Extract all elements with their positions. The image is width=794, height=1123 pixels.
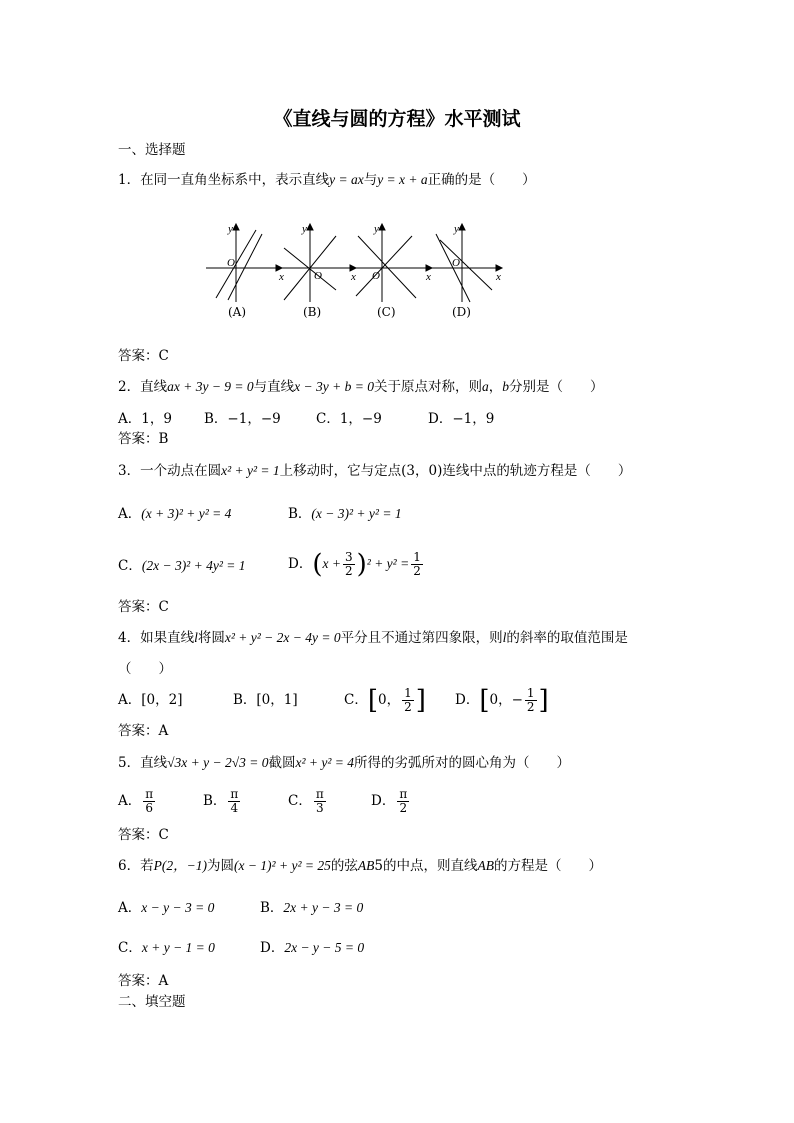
answer-5: 答案：C bbox=[118, 827, 169, 843]
option-b bbox=[203, 783, 242, 819]
question-text: 一个动点在圆 bbox=[140, 463, 222, 479]
fraction-denominator: 4 bbox=[230, 801, 239, 815]
point: (3，0) bbox=[401, 463, 443, 479]
fraction-denominator: 2 bbox=[344, 564, 353, 578]
question-text: 关于原点对称，则 bbox=[374, 379, 482, 395]
option-expression: ² + y² = bbox=[366, 556, 410, 571]
option-expression: x − y − 3 = 0 bbox=[141, 900, 215, 915]
graph-line bbox=[356, 236, 412, 296]
question-text: 分别是（ ） bbox=[509, 379, 604, 395]
option-a bbox=[118, 783, 157, 819]
y-axis-label: y bbox=[228, 223, 233, 235]
point: P(2，−1) bbox=[153, 858, 207, 873]
y-axis-arrow bbox=[233, 224, 239, 230]
question-3 bbox=[118, 462, 631, 480]
option-c bbox=[288, 783, 328, 819]
origin-label: O bbox=[314, 270, 322, 282]
variable: b bbox=[502, 379, 509, 394]
option-label: D． bbox=[455, 692, 480, 708]
option-b: B．−1，−9 bbox=[204, 411, 281, 427]
option-a: A．[0，2] bbox=[118, 692, 183, 708]
option-expression: 2x + y − 3 = 0 bbox=[283, 900, 364, 915]
option-c: C．1，−9 bbox=[316, 411, 382, 427]
fraction-denominator: 2 bbox=[413, 564, 421, 578]
equation: x − 3y + b = 0 bbox=[294, 379, 374, 394]
answer-4: 答案：A bbox=[118, 723, 169, 739]
option-label: D． bbox=[371, 793, 396, 809]
y-axis-label: y bbox=[374, 223, 379, 235]
fraction-denominator: 3 bbox=[315, 801, 324, 815]
question-text: 5的中点，则直线 bbox=[374, 858, 478, 874]
option-c bbox=[118, 939, 215, 957]
option-expression: 0， bbox=[378, 692, 401, 708]
figure-caption-b: (B) bbox=[303, 305, 322, 319]
section-heading-fill: 二、填空题 bbox=[118, 994, 186, 1010]
option-expression: (x + 3)² + y² = 4 bbox=[141, 506, 232, 521]
equation: √3x + y − 2√3 = 0 bbox=[167, 755, 269, 770]
x-axis-label: x bbox=[351, 271, 356, 283]
question-text: 直线 bbox=[140, 755, 168, 771]
variable: l bbox=[194, 630, 198, 645]
question-text: 的斜率的取值范围是 bbox=[506, 630, 628, 646]
equation: ax + 3y − 9 = 0 bbox=[167, 379, 254, 394]
variable: a bbox=[482, 379, 489, 394]
question-number: 2． bbox=[118, 379, 141, 395]
y-axis-arrow bbox=[307, 224, 313, 230]
option-c: C．[0， $\frac{1}{2}$ ] bbox=[344, 685, 426, 716]
option-d: D．−1，9 bbox=[428, 411, 495, 427]
option-b bbox=[260, 899, 363, 917]
fraction-numerator: π bbox=[399, 787, 408, 801]
option-label: D． bbox=[260, 940, 285, 956]
fraction-denominator: 2 bbox=[399, 801, 408, 815]
option-a bbox=[118, 505, 231, 523]
fraction-numerator: 1 bbox=[404, 686, 412, 700]
x-axis-label: x bbox=[279, 271, 284, 283]
figure-caption-c: (C) bbox=[377, 305, 396, 319]
option-d bbox=[260, 939, 364, 957]
question-number: 6． bbox=[118, 858, 141, 874]
separator: ， bbox=[488, 379, 503, 395]
equation: x² + y² = 1 bbox=[221, 463, 280, 478]
page-title: 《直线与圆的方程》水平测试 bbox=[273, 108, 521, 130]
fraction-denominator: 2 bbox=[526, 700, 535, 714]
fraction-numerator: 1 bbox=[413, 550, 421, 564]
question-text: 截圆 bbox=[268, 755, 296, 771]
fraction-denominator: 2 bbox=[404, 700, 412, 714]
segment: AB bbox=[357, 858, 375, 873]
section-heading-choice: 一、选择题 bbox=[118, 142, 186, 158]
question-text: 平分且不通过第四象限，则 bbox=[340, 630, 503, 646]
option-expression: (2x − 3)² + 4y² = 1 bbox=[141, 558, 246, 573]
question-2 bbox=[118, 378, 604, 396]
option-c bbox=[118, 557, 246, 575]
option-label: A． bbox=[118, 506, 142, 522]
question-text: 在同一直角坐标系中，表示直线 bbox=[140, 172, 330, 188]
option-label: A． bbox=[118, 900, 142, 916]
question-number: 4． bbox=[118, 630, 141, 646]
fraction-numerator: π bbox=[315, 787, 324, 801]
question-number: 1． bbox=[118, 172, 141, 188]
x-axis-label: x bbox=[426, 271, 431, 283]
question-number: 3． bbox=[118, 463, 141, 479]
fraction-numerator: π bbox=[145, 787, 154, 801]
option-label: B． bbox=[260, 900, 284, 916]
question-6 bbox=[118, 857, 602, 875]
question-text: 所得的劣弧所对的圆心角为（ ） bbox=[354, 755, 571, 771]
option-b: B．[0，1] bbox=[233, 692, 298, 708]
y-axis-arrow bbox=[459, 224, 465, 230]
option-a bbox=[118, 899, 214, 917]
question-text: 与 bbox=[363, 172, 378, 188]
question-5 bbox=[118, 754, 570, 772]
variable: l bbox=[502, 630, 507, 645]
question-text: 的弦 bbox=[330, 858, 358, 874]
fraction-numerator: 1 bbox=[526, 686, 535, 700]
option-label: C． bbox=[118, 558, 142, 574]
option-d: D．(x + $\frac{3}{2}$ )² + y² = $\frac{1}{2}$ bbox=[288, 549, 421, 580]
origin-label: O bbox=[452, 257, 460, 269]
question-1 bbox=[118, 171, 536, 189]
option-expression: 2x − y − 5 = 0 bbox=[284, 940, 365, 955]
fraction-numerator: π bbox=[230, 787, 239, 801]
question-text: 与直线 bbox=[253, 379, 295, 395]
question-text: 如果直线 bbox=[140, 630, 195, 646]
question-text: 直线 bbox=[140, 379, 168, 395]
option-label: A． bbox=[118, 793, 142, 809]
question-4-paren: （ ） bbox=[118, 661, 172, 677]
question-text: 若 bbox=[140, 858, 154, 874]
question-text: 正确的是（ ） bbox=[427, 172, 536, 188]
question-number: 5． bbox=[118, 755, 141, 771]
option-b bbox=[288, 505, 402, 523]
option-label: B． bbox=[203, 793, 227, 809]
option-expression: x + bbox=[322, 556, 341, 571]
answer-1: 答案：C bbox=[118, 348, 169, 364]
option-d bbox=[371, 783, 411, 819]
segment: AB bbox=[477, 858, 494, 873]
option-a: A．1，9 bbox=[118, 411, 172, 427]
fraction-denominator: 6 bbox=[145, 801, 154, 815]
option-label: D． bbox=[288, 556, 313, 572]
answer-3: 答案：C bbox=[118, 599, 169, 615]
origin-label: O bbox=[372, 270, 380, 282]
equation: y = x + a bbox=[377, 172, 428, 187]
equation: y = ax bbox=[329, 172, 364, 187]
graph-line bbox=[440, 240, 492, 290]
question-text: 为圆 bbox=[206, 858, 234, 874]
option-expression: 0，− bbox=[489, 692, 523, 708]
equation: x² + y² − 2x − 4y = 0 bbox=[224, 630, 341, 645]
option-label: C． bbox=[344, 692, 368, 708]
answer-6: 答案：A bbox=[118, 973, 169, 989]
option-expression: (x − 3)² + y² = 1 bbox=[311, 506, 402, 521]
origin-label: O bbox=[227, 257, 235, 269]
option-d: D．[0，− $\frac{1}{2}$ ] bbox=[455, 685, 549, 716]
x-axis-label: x bbox=[496, 271, 501, 283]
equation: (x − 1)² + y² = 25 bbox=[233, 858, 331, 873]
question-text: 的方程是（ ） bbox=[493, 858, 602, 874]
option-label: C． bbox=[118, 940, 142, 956]
question-4 bbox=[118, 629, 628, 647]
question-text: 将圆 bbox=[197, 630, 225, 646]
question-text: 上移动时，它与定点 bbox=[279, 463, 402, 479]
equation: x² + y² = 4 bbox=[295, 755, 355, 770]
answer-2: 答案：B bbox=[118, 431, 169, 447]
y-axis-arrow bbox=[379, 224, 385, 230]
fraction-numerator: 3 bbox=[344, 550, 353, 564]
figure-caption-a: (A) bbox=[228, 305, 247, 319]
graph-line bbox=[358, 236, 416, 298]
option-expression: x + y − 1 = 0 bbox=[141, 940, 215, 955]
option-label: B． bbox=[288, 506, 312, 522]
question-text: 连线中点的轨迹方程是（ ） bbox=[442, 463, 632, 479]
y-axis-label: y bbox=[454, 223, 459, 235]
option-label: C． bbox=[288, 793, 312, 809]
y-axis-label: y bbox=[302, 223, 307, 235]
figure-caption-d: (D) bbox=[452, 305, 471, 319]
